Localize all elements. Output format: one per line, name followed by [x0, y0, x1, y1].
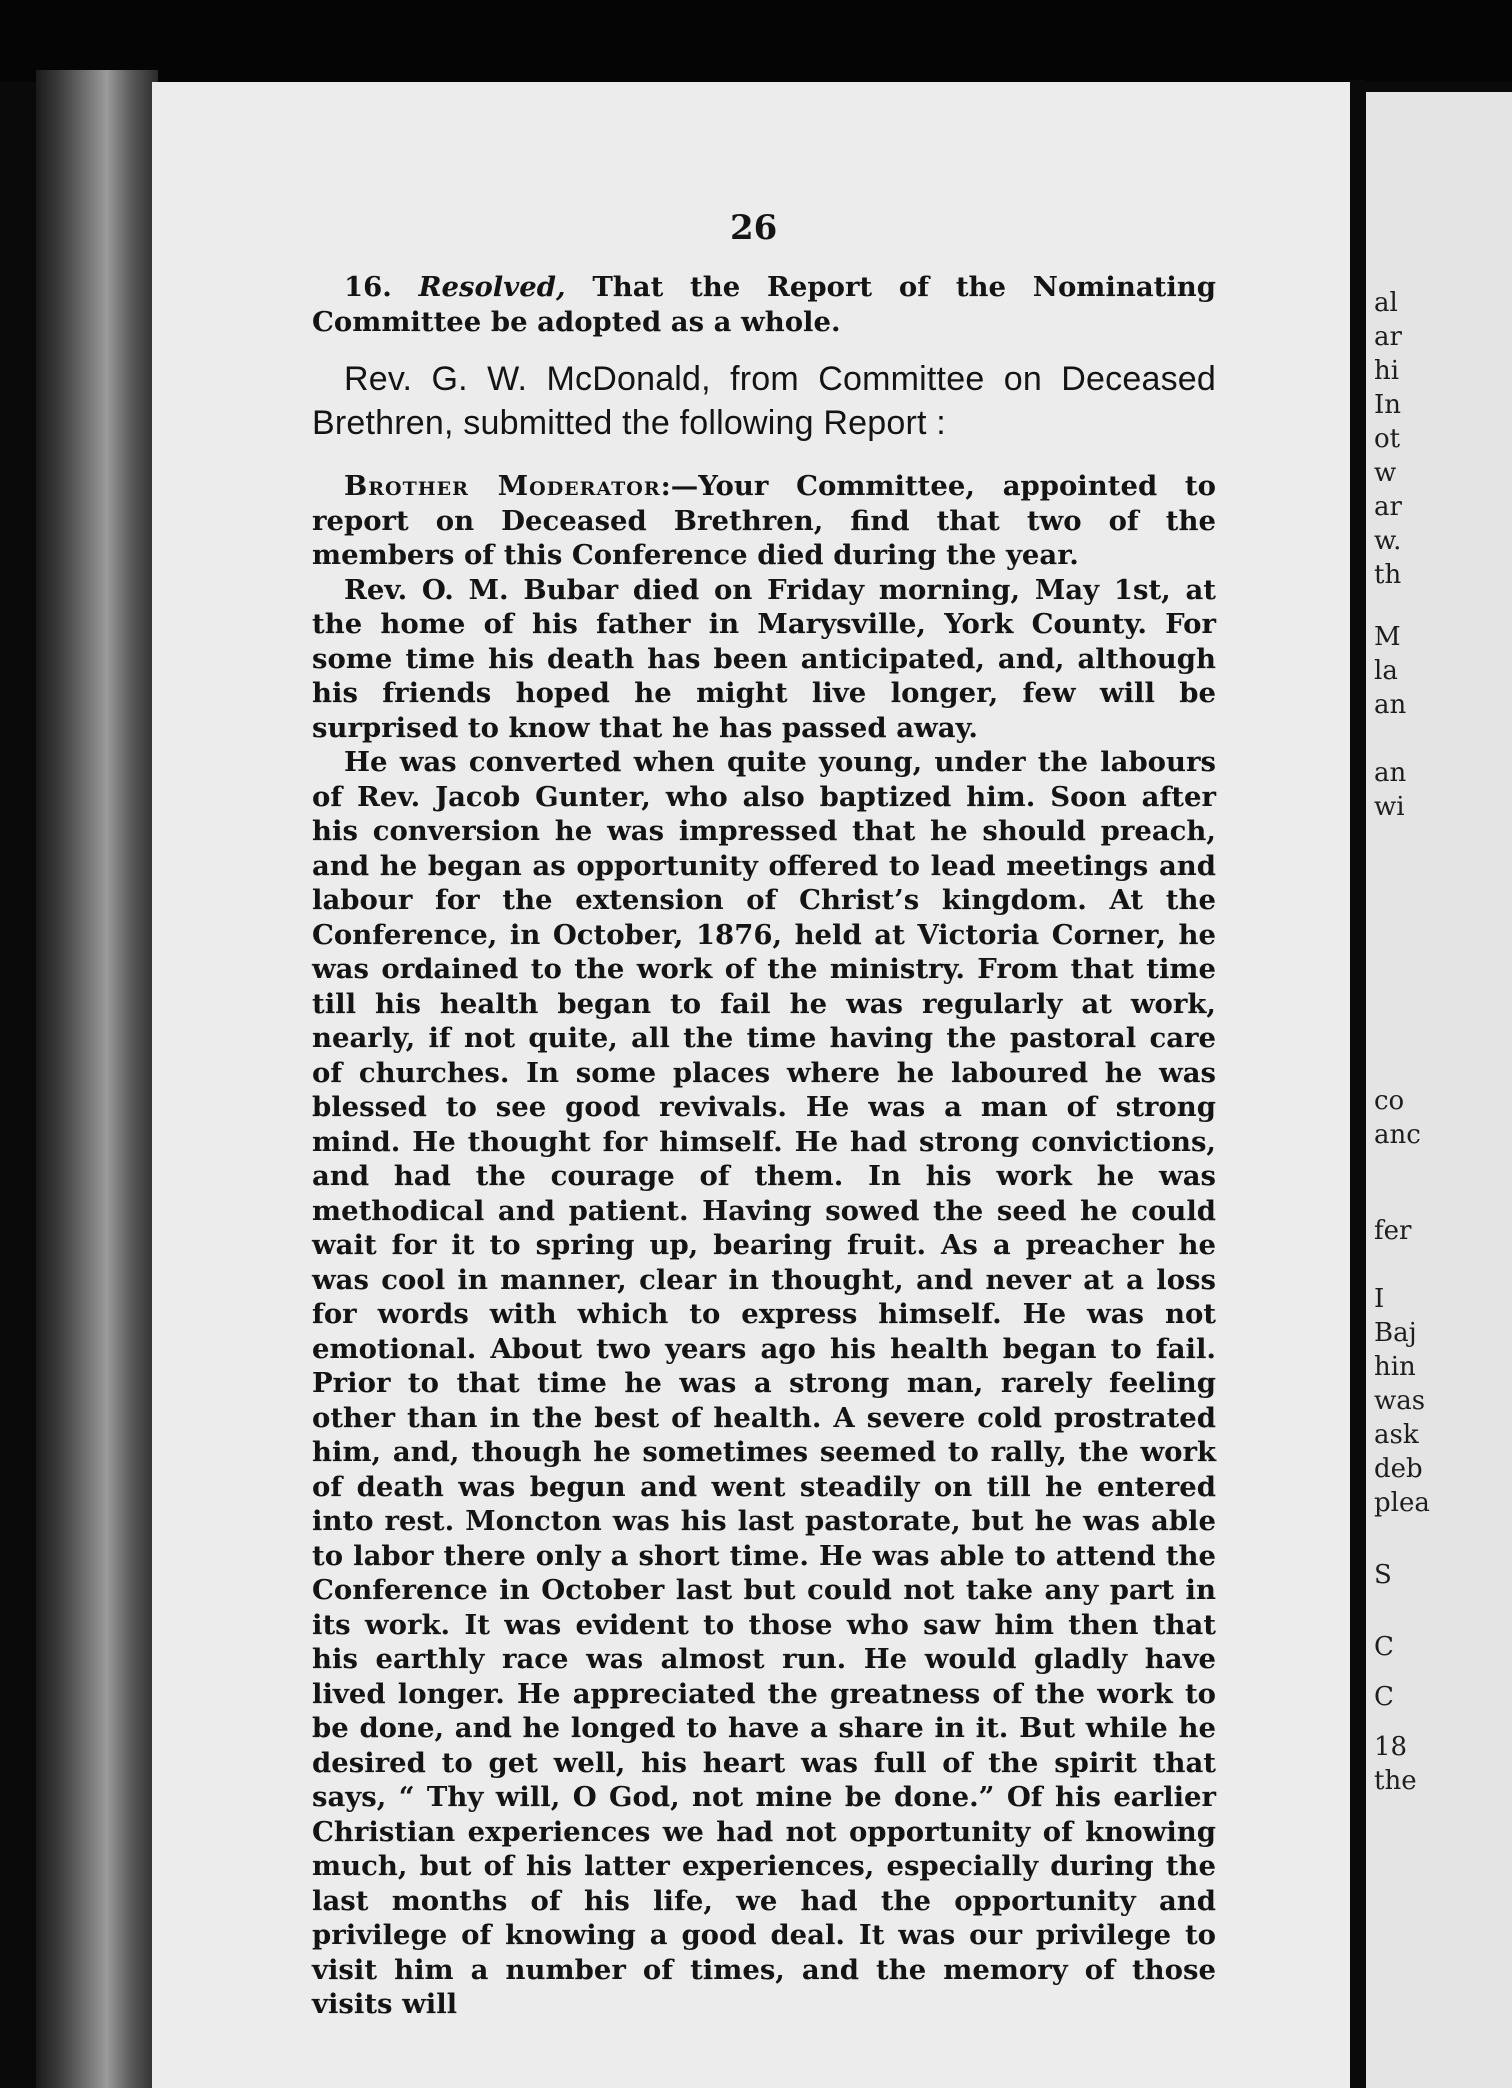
adjacent-fragment: deb	[1374, 1454, 1423, 1484]
adjacent-page	[1366, 92, 1512, 2088]
page-number: 26	[730, 208, 778, 248]
adjacent-fragment: In	[1374, 390, 1402, 420]
adjacent-fragment: hin	[1374, 1352, 1416, 1382]
adjacent-fragment: co	[1374, 1086, 1405, 1116]
adjacent-fragment: th	[1374, 560, 1402, 590]
adjacent-fragment: w	[1374, 458, 1397, 488]
adjacent-fragment: al	[1374, 288, 1398, 318]
adjacent-fragment: ot	[1374, 424, 1401, 454]
resolution-number: 16.	[344, 271, 392, 303]
adjacent-fragment: C	[1374, 1632, 1394, 1662]
report-paragraph-1: Rev. O. M. Bubar died on Friday morning, May 1st, at the home of his father in Marysville, York County. For some time his death has been anticipated, and, although his friends hoped he might live longer, few will be surprised to know that he has passed away.	[312, 573, 1216, 744]
resolution-text: That the Report of the Nominating Committee be adopted as a whole.	[312, 271, 1217, 338]
adjacent-fragment: ar	[1374, 492, 1402, 522]
adjacent-fragment: 18	[1374, 1732, 1408, 1762]
salutation: Brother Moderator	[344, 470, 661, 502]
report-opening	[312, 469, 1216, 573]
adjacent-fragment: ask	[1374, 1420, 1419, 1450]
opening-text: :—Your Committee, appointed to report on Deceased Brethren, find that two of the members of this Conference died during the year.	[312, 470, 1216, 571]
page-content	[312, 270, 1216, 2022]
adjacent-fragment: C	[1374, 1682, 1394, 1712]
resolution-paragraph	[312, 270, 1216, 339]
adjacent-fragment: Baj	[1374, 1318, 1417, 1348]
adjacent-fragment: S	[1374, 1560, 1392, 1590]
page-gutter	[1350, 80, 1366, 2088]
book-binding	[36, 70, 158, 2088]
adjacent-fragment: M	[1374, 622, 1401, 652]
adjacent-fragment: was	[1374, 1386, 1426, 1416]
adjacent-fragment: w.	[1374, 526, 1402, 556]
report-intro: Rev. G. W. McDonald, from Committee on Deceased Brethren, submitted the following Report :	[312, 360, 1216, 442]
adjacent-fragment: the	[1374, 1766, 1417, 1796]
adjacent-fragment: ar	[1374, 322, 1402, 352]
adjacent-fragment: anc	[1374, 1120, 1421, 1150]
adjacent-fragment: fer	[1374, 1216, 1412, 1246]
adjacent-fragment: wi	[1374, 792, 1405, 822]
adjacent-fragment: hi	[1374, 356, 1400, 386]
adjacent-fragment: an	[1374, 758, 1407, 788]
adjacent-fragment: plea	[1374, 1488, 1430, 1518]
report-paragraph-2: He was converted when quite young, under the labours of Rev. Jacob Gunter, who also baptized him. Soon after his conversion he was impressed that he should preach, and he began as opportunity offered to lead meetings and labour for the extension of Christ’s kingdom. At the Conference, in October, 1876, held at Victoria Corner, he was ordained to the work of the ministry. From that time till his health began to fail he was regularly at work, nearly, if not quite, all the time having the pastoral care of churches. In some places where he laboured he was blessed to see good revivals. He was a man of strong mind. He thought for himself. He had strong convictions, and had the courage of them. In his work he was methodical and patient. Having sowed the seed he could wait for it to spring up, bearing fruit. As a preacher he was cool in manner, clear in thought, and never at a loss for words with which to express himself. He was not emotional. About two years ago his health began to fail. Prior to that time he was a strong man, rarely feeling other than in the best of health. A severe cold prostrated him, and, though he sometimes seemed to rally, the work of death was begun and went steadily on till he entered into rest. Moncton was his last pastorate, but he was able to labor there only a short time. He was able to attend the Conference in October last but could not take any part in its work. It was evident to those who saw him then that his earthly race was almost run. He would gladly have lived longer. He appreciated the greatness of the work to be done, and he longed to have a share in it. But while he desired to get well, his heart was full of the spirit that says, “ Thy will, O God, not mine be done.” Of his earlier Christian experiences we had not opportunity of knowing much, but of his latter experiences, especially during the last months of his life, we had the opportunity and privilege of knowing a good deal. It was our privilege to visit him a number of times, and the memory of those visits will	[312, 746, 1216, 2020]
scan-top-border	[0, 0, 1512, 82]
adjacent-fragment: I	[1374, 1284, 1385, 1314]
adjacent-fragment: an	[1374, 690, 1407, 720]
adjacent-fragment: la	[1374, 656, 1398, 686]
resolution-keyword: Resolved,	[418, 271, 566, 303]
